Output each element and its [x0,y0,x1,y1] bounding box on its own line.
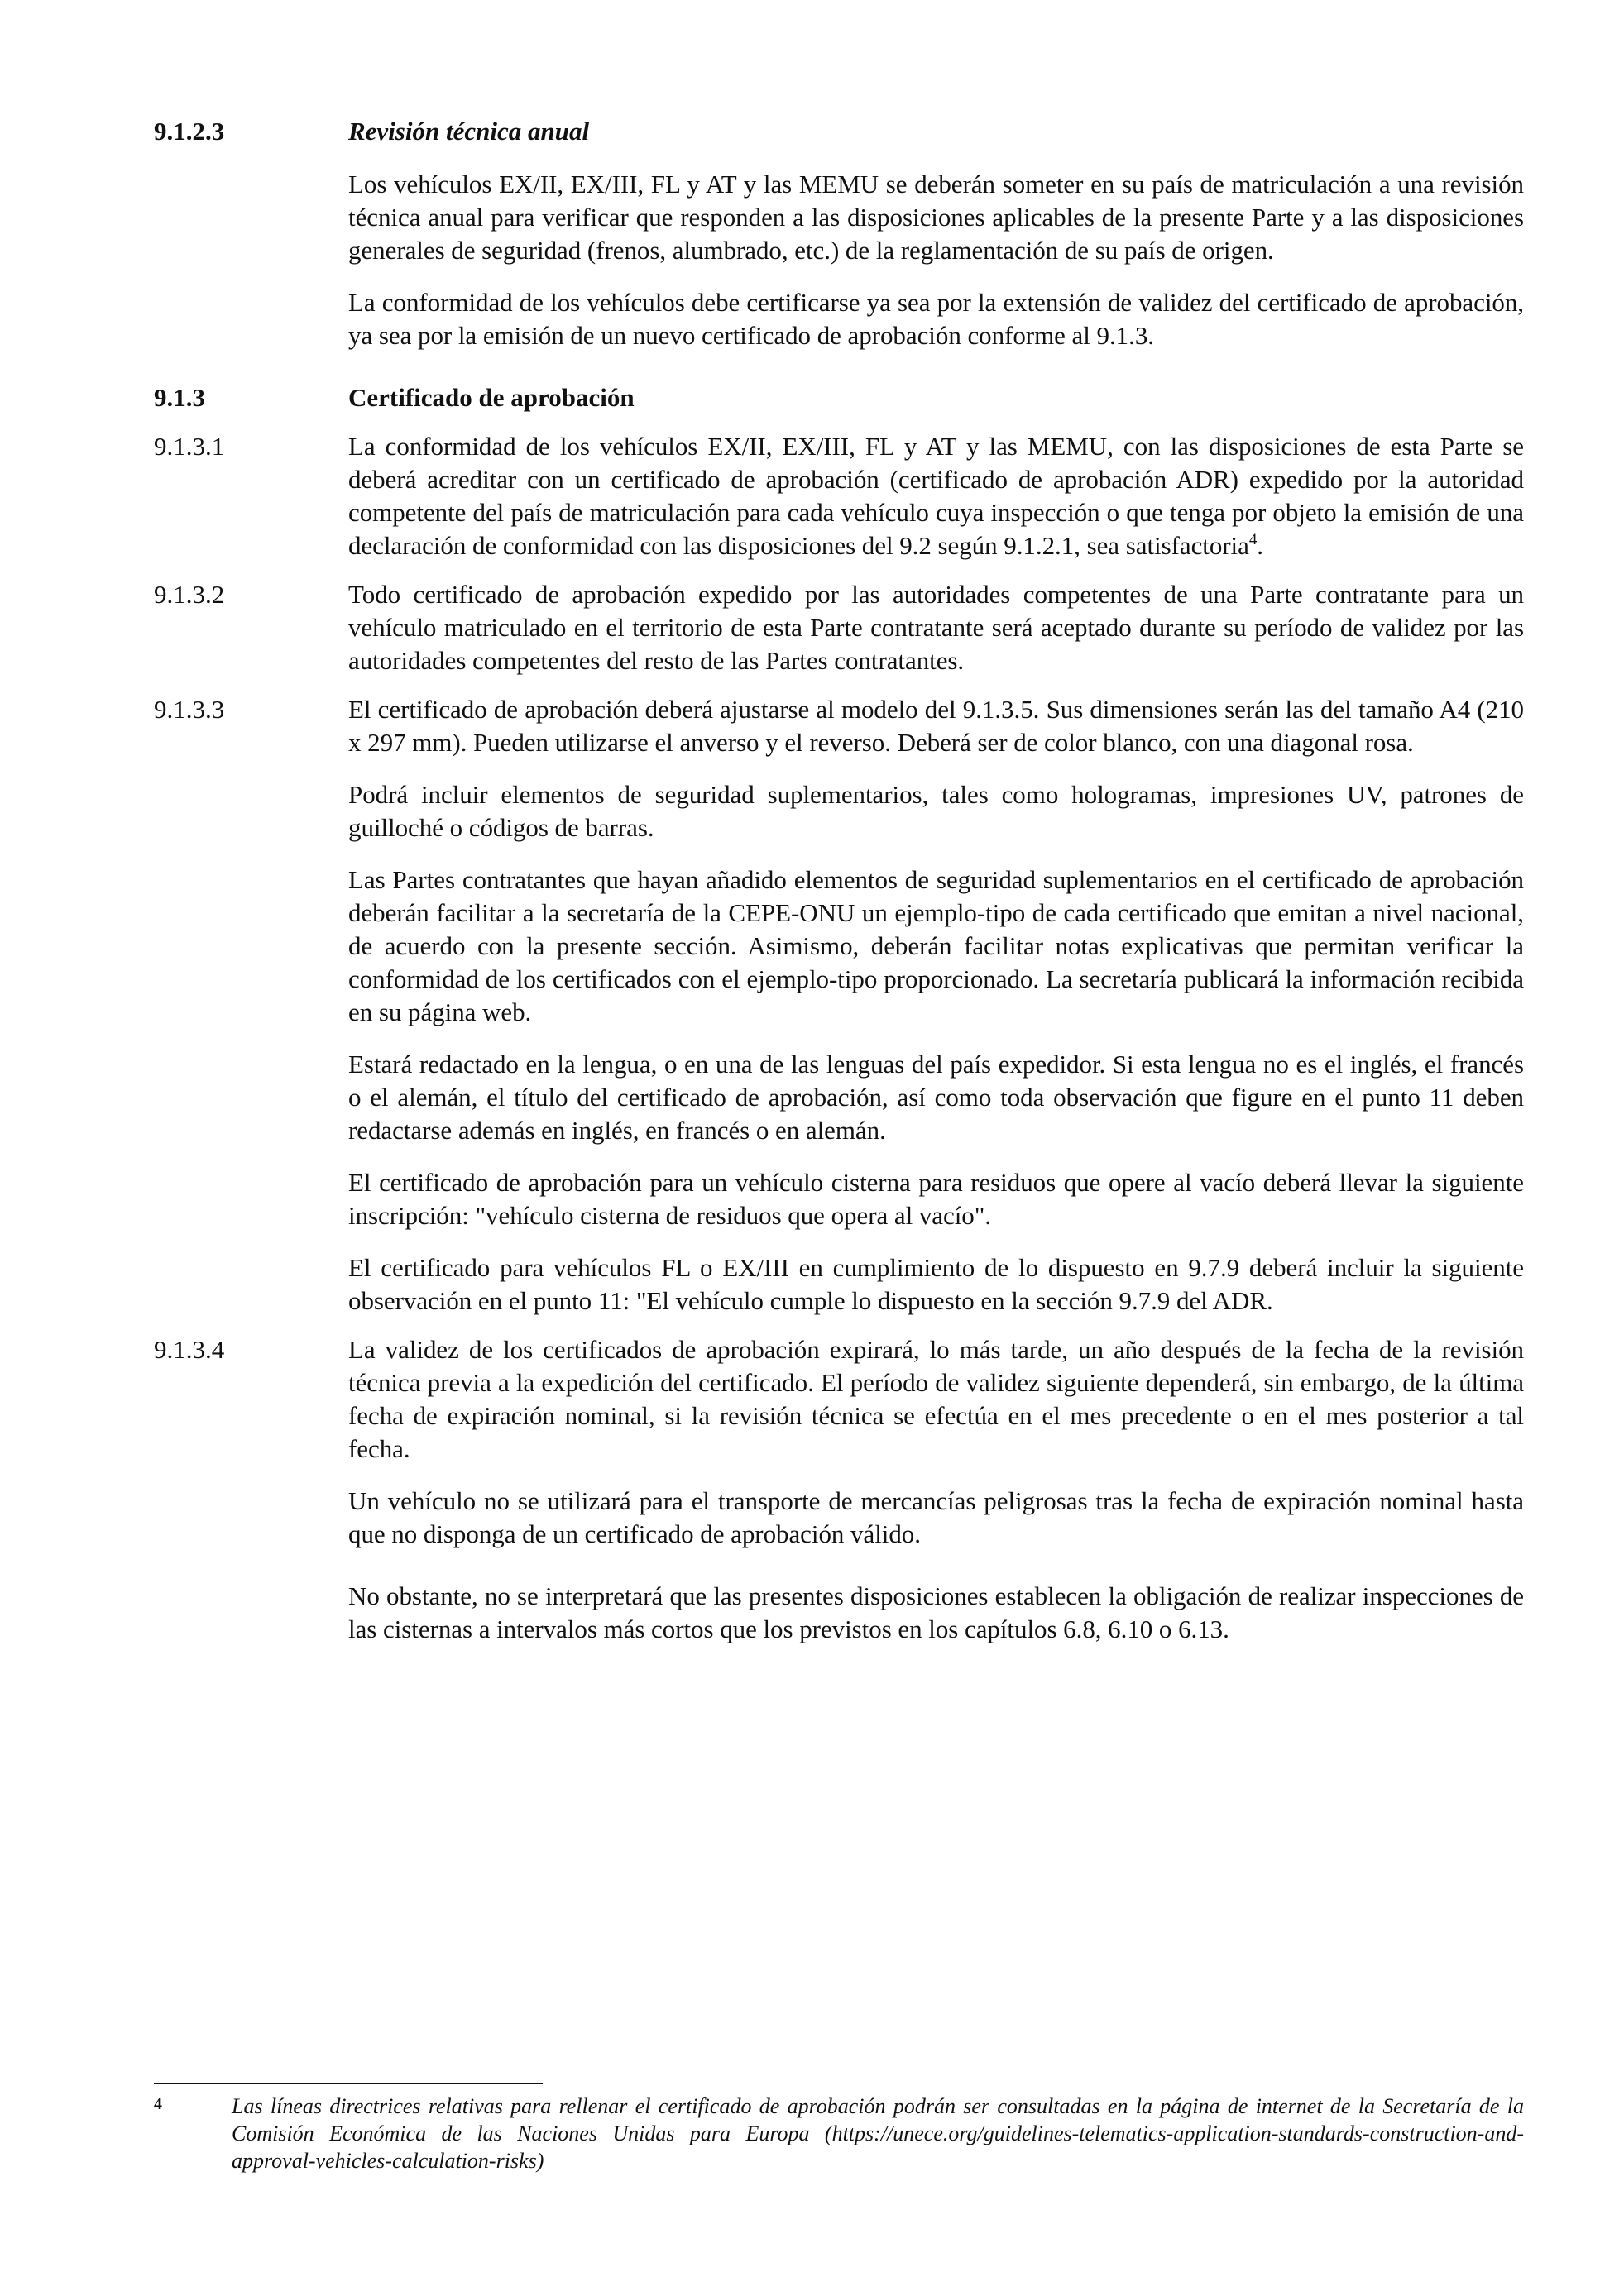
section-9-1-3-2 [154,578,1524,677]
paragraph: Estará redactado en la lengua, o en una de las lenguas del país expedidor. Si esta lengua no es el inglés, el francés o el alemán, el título del certificado de aprobación, así como toda observación que figure en el punto 11 deben redactarse además en inglés, en francés o en alemán. [348,1050,1524,1145]
paragraph: Un vehículo no se utilizará para el transporte de mercancías peligrosas tras la fecha de expiración nominal hasta que no disponga de un certificado de aprobación válido. [348,1486,1524,1548]
section-9-1-3-1 [154,430,1524,562]
section-number: 9.1.3.2 [154,580,225,609]
section-9-1-2-3-heading [154,115,1524,148]
section-number: 9.1.2.3 [154,117,225,146]
section-number: 9.1.3.1 [154,432,225,461]
section-9-1-3-4 [154,1333,1524,1646]
paragraph: Podrá incluir elementos de seguridad suplementarios, tales como hologramas, impresiones UV, patrones de guilloché o códigos de barras. [348,780,1524,842]
footnote-text: Las líneas directrices relativas para rellenar el certificado de aprobación podrán ser consultadas en la página de internet de la Secretaría de la Comisión Económica de las Naciones Unidas para Europa (https://unece.org/guidelines-telematics-application-standards-construction-and-approval-vehicles-calculation-risks) [232,2094,1524,2173]
footnote [154,2093,1524,2174]
footnote-reference[interactable]: 4 [1248,531,1258,548]
section-title: Certificado de aprobación [348,383,635,412]
section-number: 9.1.3 [154,383,205,412]
footnote-marker: 4 [154,2095,162,2113]
paragraph: La conformidad de los vehículos debe certificarse ya sea por la extensión de validez del certificado de aprobación, ya sea por la emisión de un nuevo certificado de aprobación conforme al 9.1.3. [348,288,1524,350]
paragraph: La conformidad de los vehículos EX/II, EX/III, FL y AT y las MEMU, con las disposiciones de esta Parte se deberá acreditar con un certificado de aprobación (certificado de aprobación ADR) expedido por la autoridad competente del país de matriculación para cada vehículo cuya inspección o que tenga por objeto la emisión de una declaración de conformidad con las disposiciones del 9.2 según 9.1.2.1, sea satisfactoria$^4$. [348,432,1524,560]
section-title: Revisión técnica anual [348,117,590,146]
paragraph: El certificado para vehículos FL o EX/III en cumplimiento de lo dispuesto en 9.7.9 deberá incluir la siguiente observación en el punto 11: "El vehículo cumple lo dispuesto en la sección 9.7.9 del ADR. [348,1253,1524,1315]
section-number: 9.1.3.3 [154,695,225,724]
footnote-divider [154,2083,543,2084]
paragraph: Las Partes contratantes que hayan añadido elementos de seguridad suplementarios en el certificado de aprobación deberán facilitar a la secretaría de la CEPE-ONU un ejemplo-tipo de cada certificado que emitan a nivel nacional, de acuerdo con la presente sección. Asimismo, deberán facilitar notas explicativas que permitan verificar la conformidad de los certificados con el ejemplo-tipo proporcionado. La secretaría publicará la información recibida en su página web. [348,865,1524,1026]
paragraph: El certificado de aprobación para un vehículo cisterna para residuos que opere al vacío deberá llevar la siguiente inscripción: "vehículo cisterna de residuos que opera al vacío". [348,1168,1524,1230]
paragraph: El certificado de aprobación deberá ajustarse al modelo del 9.1.3.5. Sus dimensiones serán las del tamaño A4 (210 x 297 mm). Pueden utilizarse el anverso y el reverso. Deberá ser de color blanco, con una diagonal rosa. [348,695,1524,757]
section-9-1-3-heading [154,381,1524,414]
paragraph: Los vehículos EX/II, EX/III, FL y AT y las MEMU se deberán someter en su país de matriculación a una revisión técnica anual para verificar que responden a las disposiciones aplicables de la presente Parte y a las disposiciones generales de seguridad (frenos, alumbrado, etc.) de la reglamentación de su país de origen. [348,170,1524,265]
page-body [154,115,1524,1646]
paragraph: No obstante, no se interpretará que las presentes disposiciones establecen la obligación de realizar inspecciones de las cisternas a intervalos más cortos que los previstos en los capítulos 6.8, 6.10 o 6.13. [348,1581,1524,1643]
paragraph: Todo certificado de aprobación expedido por las autoridades competentes de una Parte contratante para un vehículo matriculado en el territorio de esta Parte contratante será aceptado durante su período de validez por las autoridades competentes del resto de las Partes contratantes. [348,580,1524,675]
section-number: 9.1.3.4 [154,1335,225,1364]
paragraph: La validez de los certificados de aprobación expirará, lo más tarde, un año después de la fecha de la revisión técnica previa a la expedición del certificado. El período de validez siguiente dependerá, sin embargo, de la última fecha de expiración nominal, si la revisión técnica se efectúa en el mes precedente o en el mes posterior a tal fecha. [348,1335,1524,1463]
section-9-1-2-3-body [154,168,1524,352]
section-9-1-3-3 [154,693,1524,1318]
